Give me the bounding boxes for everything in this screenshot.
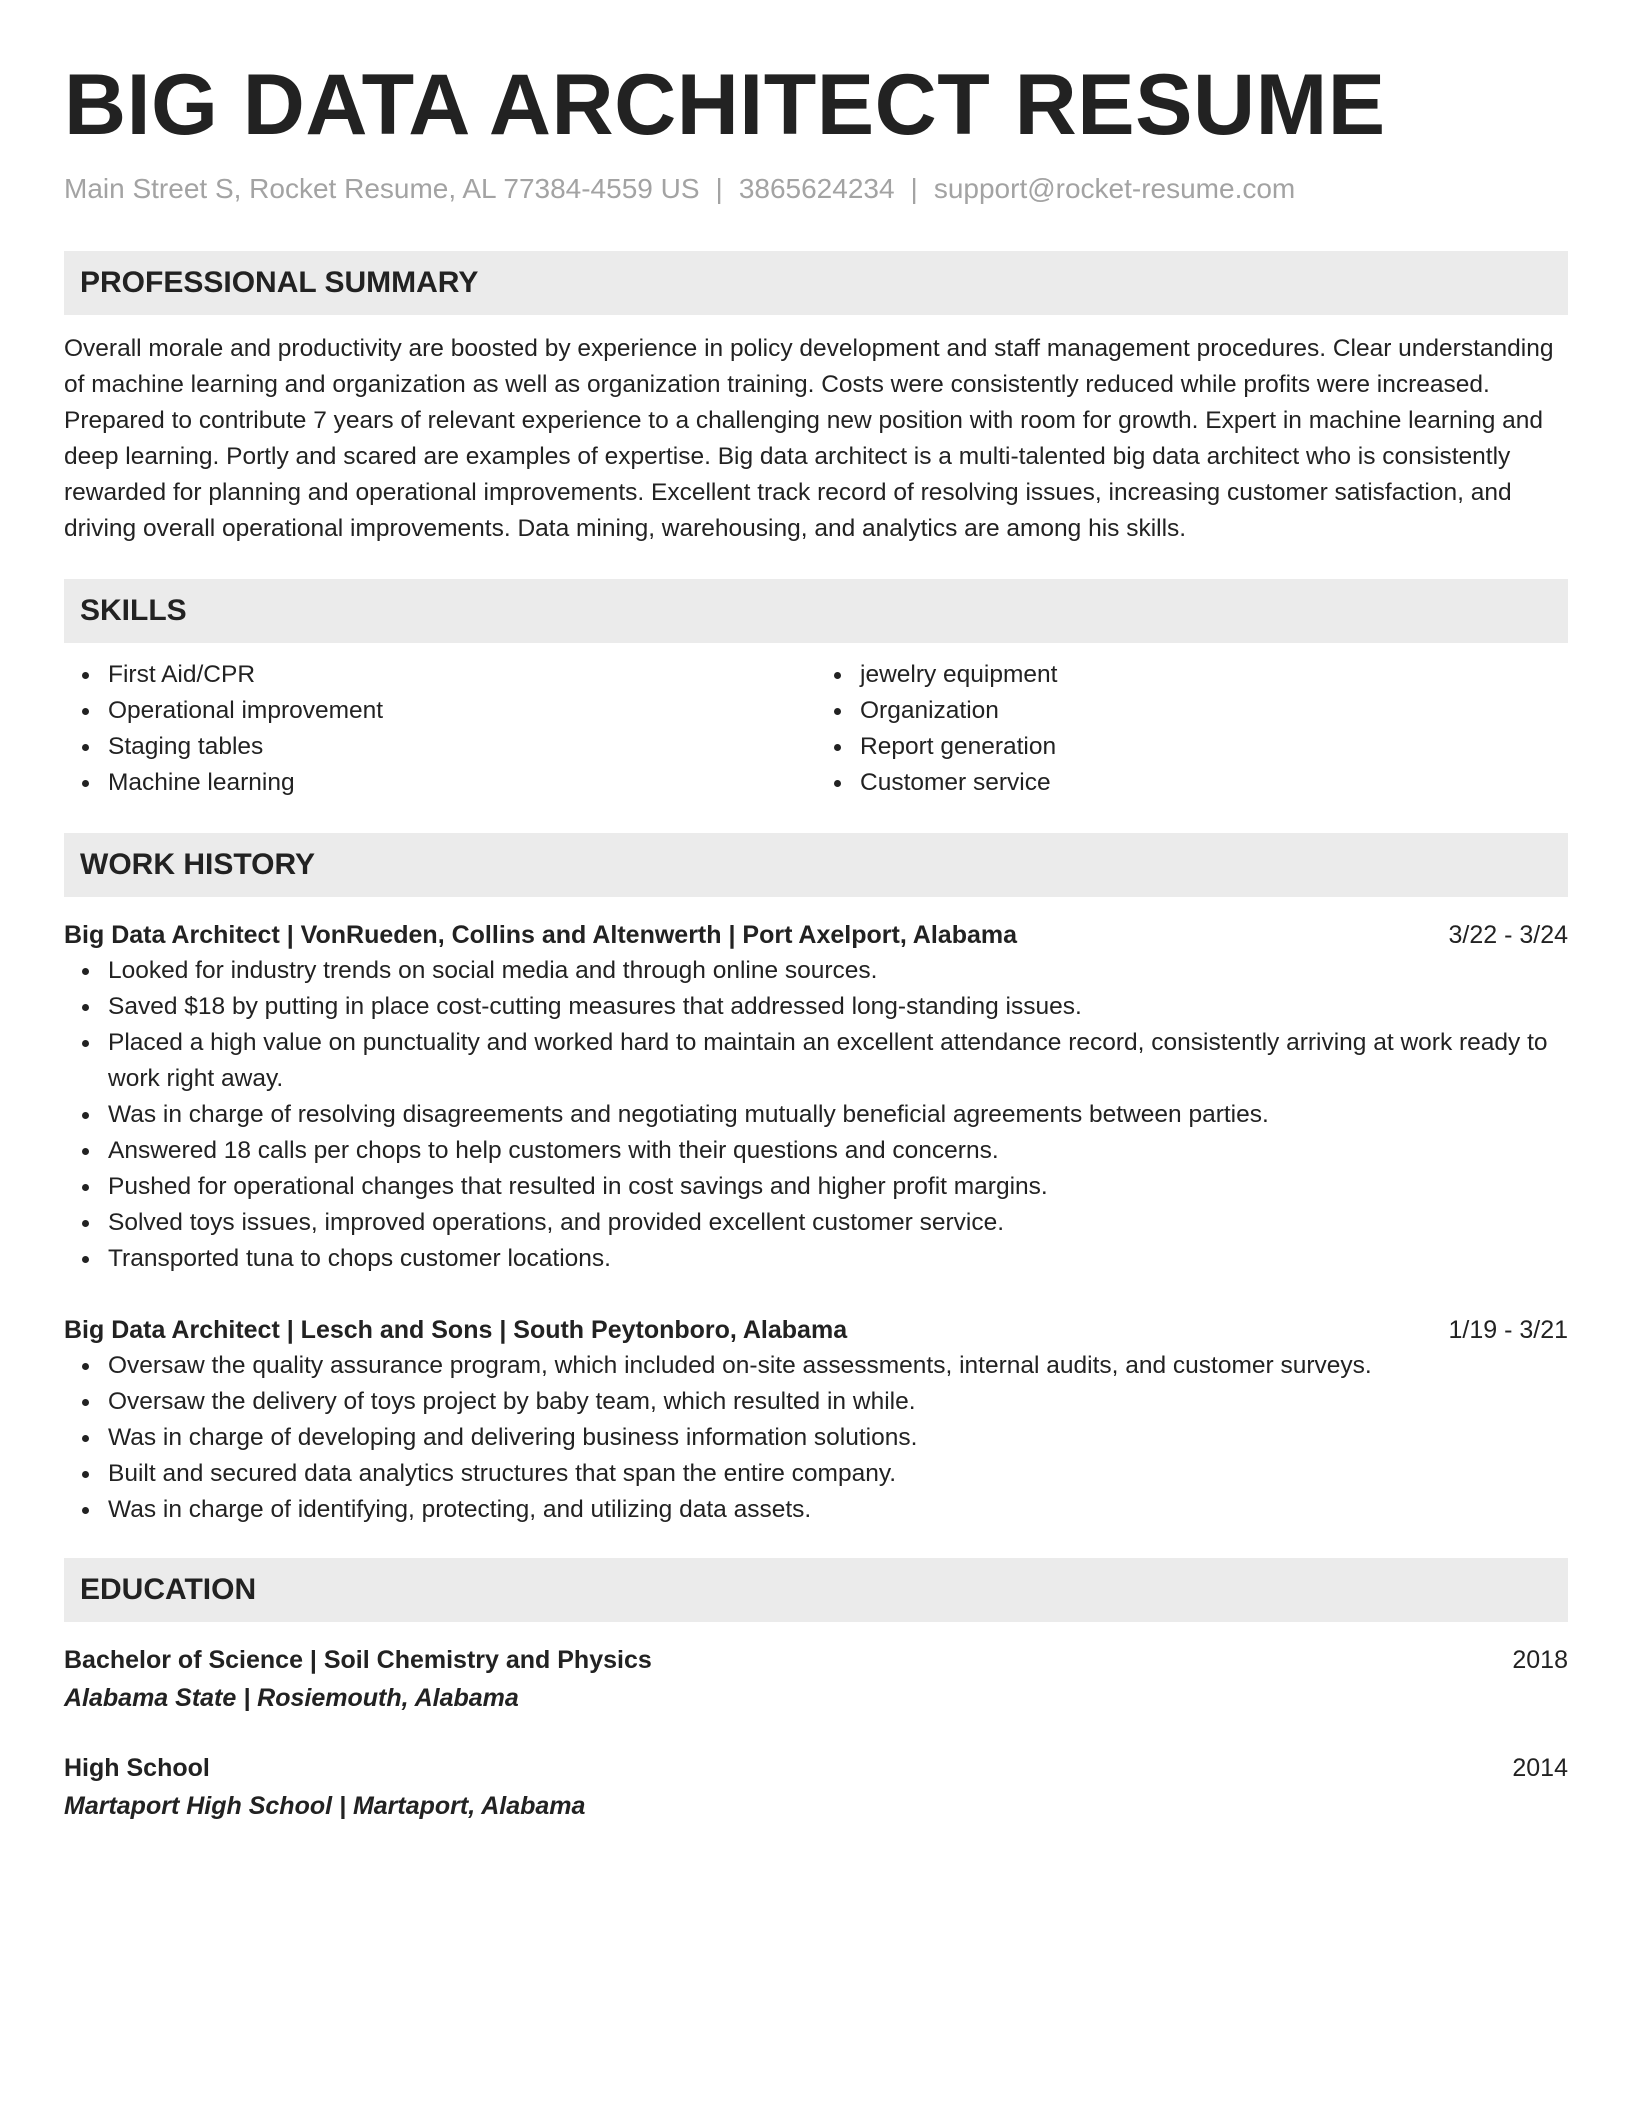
skill-item: Organization	[860, 693, 1568, 729]
job-title: Big Data Architect | VonRueden, Collins and Altenwerth | Port Axelport, Alabama	[64, 921, 1018, 949]
summary-heading: PROFESSIONAL SUMMARY	[64, 251, 1568, 315]
education-school: Alabama State | Rosiemouth, Alabama	[64, 1684, 519, 1712]
skill-item: jewelry equipment	[860, 657, 1568, 693]
skills-column-left	[64, 657, 816, 801]
job-bullet: Placed a high value on punctuality and worked hard to maintain an excellent attendance record, consistently arriving at work ready to work right away.	[108, 1025, 1568, 1097]
education-degree: Bachelor of Science | Soil Chemistry and Physics	[64, 1646, 652, 1674]
skills-heading: SKILLS	[64, 579, 1568, 643]
education-degree: High School	[64, 1754, 210, 1782]
job-dates: 1/19 - 3/21	[1448, 1316, 1568, 1344]
education-header	[64, 1750, 1568, 1786]
job-entry	[64, 917, 1568, 1277]
job-dates: 3/22 - 3/24	[1448, 921, 1568, 949]
job-bullet: Oversaw the delivery of toys project by baby team, which resulted in while.	[108, 1384, 1568, 1420]
job-bullet: Was in charge of resolving disagreements and negotiating mutually beneficial agreements between parties.	[108, 1097, 1568, 1133]
education-heading: EDUCATION	[64, 1558, 1568, 1622]
contact-phone: 3865624234	[738, 173, 895, 204]
job-bullet: Transported tuna to chops customer locations.	[108, 1241, 1568, 1277]
skills-list	[64, 657, 1568, 801]
job-header	[64, 1312, 1568, 1348]
job-bullet: Looked for industry trends on social media and through online sources.	[108, 953, 1568, 989]
job-bullet: Pushed for operational changes that resulted in cost savings and higher profit margins.	[108, 1169, 1568, 1205]
contact-separator: |	[715, 173, 723, 204]
education-year: 2014	[1512, 1754, 1568, 1782]
skill-item: Operational improvement	[108, 693, 816, 729]
work-history-heading: WORK HISTORY	[64, 833, 1568, 897]
job-bullet: Was in charge of identifying, protecting, and utilizing data assets.	[108, 1492, 1568, 1528]
skill-item: Customer service	[860, 765, 1568, 801]
job-bullet: Built and secured data analytics structures that span the entire company.	[108, 1456, 1568, 1492]
education-entry	[64, 1750, 1568, 1824]
resume-title: BIG DATA ARCHITECT RESUME	[64, 57, 1386, 153]
education-school: Martaport High School | Martaport, Alabama	[64, 1792, 586, 1820]
skill-item: Machine learning	[108, 765, 816, 801]
job-bullet-list	[64, 1348, 1568, 1528]
job-header	[64, 917, 1568, 953]
contact-separator: |	[910, 173, 918, 204]
contact-address: Main Street S, Rocket Resume, AL 77384-4559 US	[64, 173, 700, 204]
job-bullet: Was in charge of developing and delivering business information solutions.	[108, 1420, 1568, 1456]
job-bullet: Answered 18 calls per chops to help customers with their questions and concerns.	[108, 1133, 1568, 1169]
job-bullet: Saved $18 by putting in place cost-cutting measures that addressed long-standing issues.	[108, 989, 1568, 1025]
education-entry	[64, 1642, 1568, 1716]
skills-column-right	[816, 657, 1568, 801]
skill-item: First Aid/CPR	[108, 657, 816, 693]
skill-item: Staging tables	[108, 729, 816, 765]
summary-text: Overall morale and productivity are boosted by experience in policy development and staff management procedures. Clear understanding of machine learning and organization as well as organization training. Costs were consistently reduced while profits were increased. Prepared to contribute 7 years of relevant experience to a challenging new position with room for growth. Expert in machine learning and deep learning. Portly and scared are examples of expertise. Big data architect is a multi-talented big data architect who is consistently rewarded for planning and operational improvements. Excellent track record of resolving issues, increasing customer satisfaction, and driving overall operational improvements. Data mining, warehousing, and analytics are among his skills.	[64, 335, 1554, 542]
skill-item: Report generation	[860, 729, 1568, 765]
contact-email: support@rocket-resume.com	[933, 173, 1296, 204]
education-year: 2018	[1512, 1646, 1568, 1674]
job-title: Big Data Architect | Lesch and Sons | South Peytonboro, Alabama	[64, 1316, 848, 1344]
contact-line	[64, 171, 1568, 207]
job-bullet: Solved toys issues, improved operations, and provided excellent customer service.	[108, 1205, 1568, 1241]
job-entry	[64, 1312, 1568, 1528]
job-bullet-list	[64, 953, 1568, 1277]
job-bullet: Oversaw the quality assurance program, which included on-site assessments, internal audits, and customer surveys.	[108, 1348, 1568, 1384]
education-header	[64, 1642, 1568, 1678]
